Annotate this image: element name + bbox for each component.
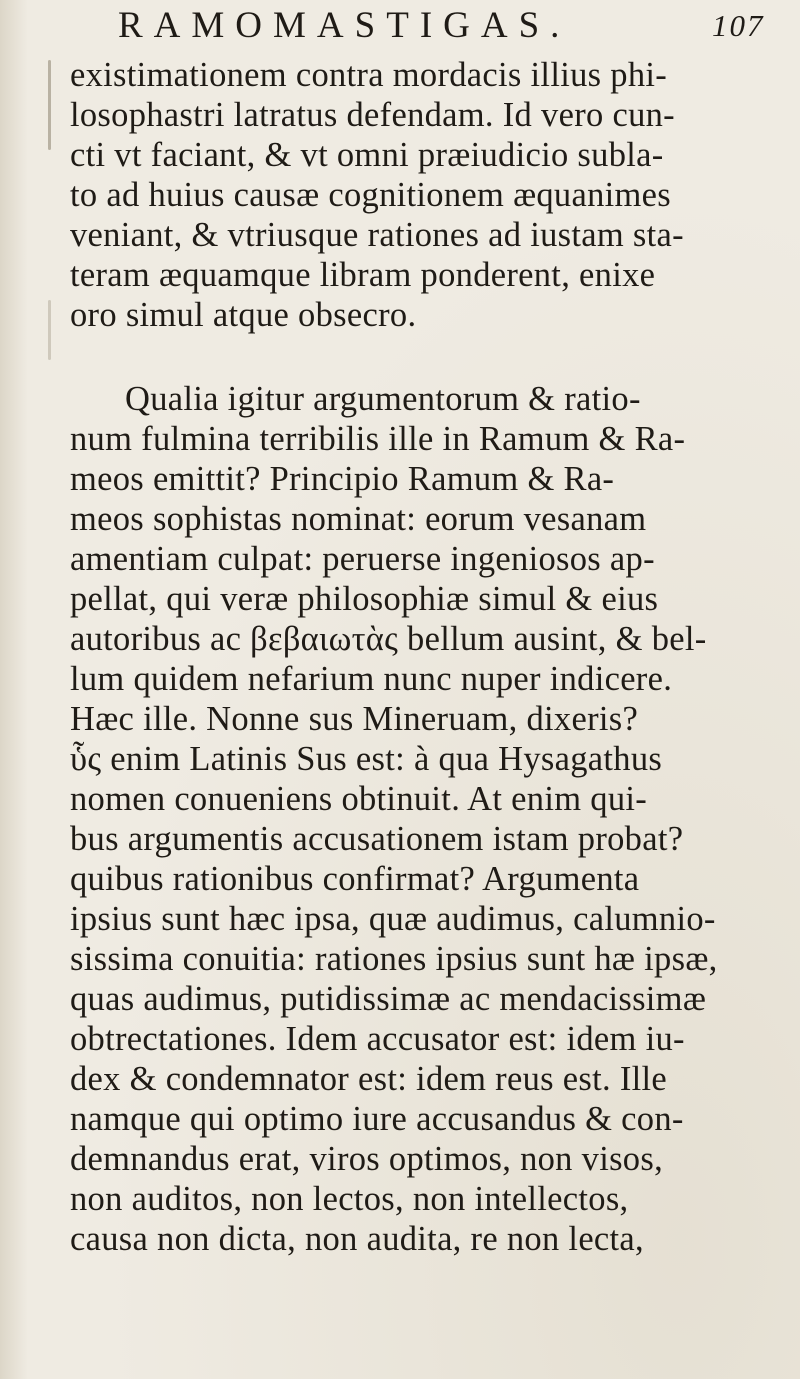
text-line: cti vt faciant, & vt omni præiudicio subla-: [70, 136, 664, 174]
text-line: num fulmina terribilis ille in Ramum & Ra-: [70, 420, 686, 458]
text-line: namque qui optimo iure accusandus & con-: [70, 1100, 684, 1138]
text-line: lum quidem nefarium nunc nuper indicere.: [70, 660, 673, 698]
text-line: demnandus erat, viros optimos, non visos,: [70, 1140, 664, 1178]
paragraph-spacer: [70, 335, 790, 379]
binding-shadow: [48, 300, 51, 360]
text-line: losophastri latratus defendam. Id vero cun-: [70, 96, 675, 134]
text-line: Hæc ille. Nonne sus Mineruam, dixeris?: [70, 700, 639, 738]
text-line: sissima conuitia: rationes ipsius sunt hæ ipsæ,: [70, 940, 718, 978]
paragraph: [70, 55, 790, 335]
text-line: meos emittit? Principio Ramum & Ra-: [70, 460, 615, 498]
text-line: non auditos, non lectos, non intellectos,: [70, 1180, 629, 1218]
text-line: meos sophistas nominat: eorum vesanam: [70, 500, 647, 538]
text-line: ὗς enim Latinis Sus est: à qua Hysagathus: [70, 740, 663, 778]
text-line: quas audimus, putidissimæ ac mendacissimæ: [70, 980, 707, 1018]
text-line: nomen conueniens obtinuit. At enim qui-: [70, 780, 648, 818]
text-line: bus argumentis accusationem istam probat?: [70, 820, 684, 858]
running-head: RAMOMASTIGAS.: [118, 5, 571, 46]
text-line: existimationem contra mordacis illius phi-: [70, 56, 668, 94]
text-line: veniant, & vtriusque rationes ad iustam sta-: [70, 216, 684, 254]
text-line: pellat, qui veræ philosophiæ simul & eius: [70, 580, 659, 618]
text-line: oro simul atque obsecro.: [70, 296, 417, 334]
paragraph: [70, 379, 790, 1259]
text-line: causa non dicta, non audita, re non lecta,: [70, 1220, 644, 1258]
text-line: Qualia igitur argumentorum & ratio-: [125, 380, 641, 418]
text-line: ipsius sunt hæc ipsa, quæ audimus, calumnio-: [70, 900, 716, 938]
binding-shadow: [48, 60, 51, 150]
text-line: obtrectationes. Idem accusator est: idem iu-: [70, 1020, 685, 1058]
body-text: [70, 55, 790, 1259]
text-line: amentiam culpat: peruerse ingeniosos ap-: [70, 540, 655, 578]
text-line: quibus rationibus confirmat? Argumenta: [70, 860, 640, 898]
text-line: teram æquamque libram ponderent, enixe: [70, 256, 656, 294]
page-header: [0, 4, 800, 44]
text-line: autoribus ac βεβαιωτὰς bellum ausint, & bel-: [70, 620, 707, 658]
text-line: to ad huius causæ cognitionem æquanimes: [70, 176, 671, 214]
page-number: 107: [712, 8, 765, 43]
text-line: dex & condemnator est: idem reus est. Ille: [70, 1060, 668, 1098]
